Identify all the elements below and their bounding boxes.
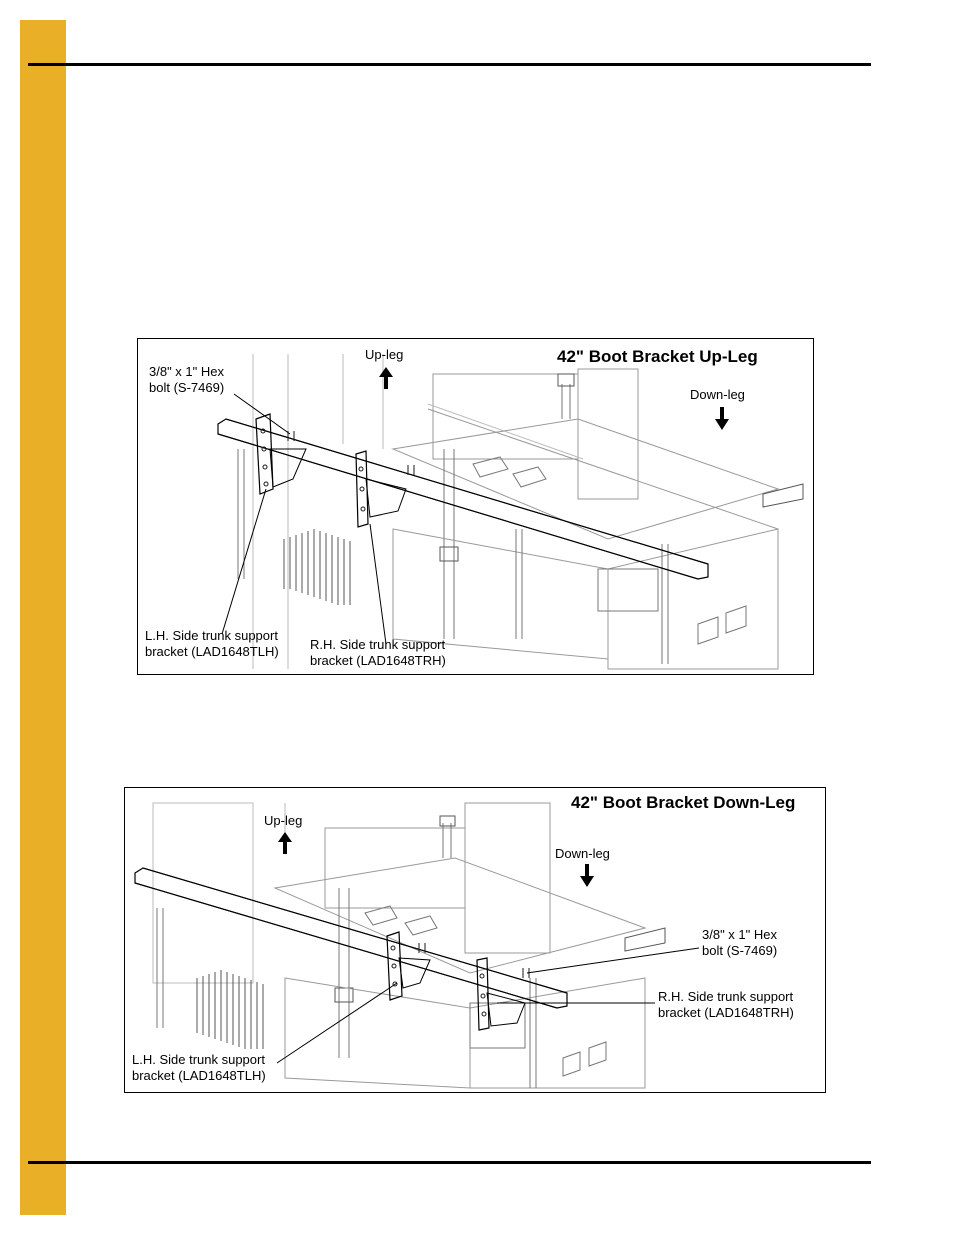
footer-rule xyxy=(28,1161,871,1164)
chapter-side-tab xyxy=(20,20,66,1215)
up-leg-label: Up-leg xyxy=(264,813,303,828)
figure-boot-bracket-up-leg xyxy=(137,338,814,675)
lh-bracket-callout-line1: L.H. Side trunk support xyxy=(132,1052,265,1067)
bolt-callout-line2: bolt (S-7469) xyxy=(149,380,225,395)
figure-title: 42" Boot Bracket Down-Leg xyxy=(571,793,796,812)
rh-bracket-callout-line2: bracket (LAD1648TRH) xyxy=(310,653,446,668)
lh-bracket-callout-line2: bracket (LAD1648TLH) xyxy=(145,644,279,659)
figure-boot-bracket-down-leg xyxy=(124,787,826,1093)
lh-bracket-callout-line1: L.H. Side trunk support xyxy=(145,628,278,643)
rh-bracket-callout-line2: bracket (LAD1648TRH) xyxy=(658,1005,794,1020)
down-leg-label: Down-leg xyxy=(555,846,610,861)
bolt-callout-line1: 3/8" x 1" Hex xyxy=(149,364,224,379)
bolt-callout-line1: 3/8" x 1" Hex xyxy=(702,927,777,942)
up-leg-label: Up-leg xyxy=(365,347,404,362)
header-rule xyxy=(28,63,871,66)
bolt-callout-line2: bolt (S-7469) xyxy=(702,943,778,958)
lh-bracket-callout-line2: bracket (LAD1648TLH) xyxy=(132,1068,266,1083)
figure-title: 42" Boot Bracket Up-Leg xyxy=(557,347,758,366)
rh-bracket-callout-line1: R.H. Side trunk support xyxy=(658,989,794,1004)
rh-bracket-callout-line1: R.H. Side trunk support xyxy=(310,637,446,652)
down-leg-label: Down-leg xyxy=(690,387,745,402)
